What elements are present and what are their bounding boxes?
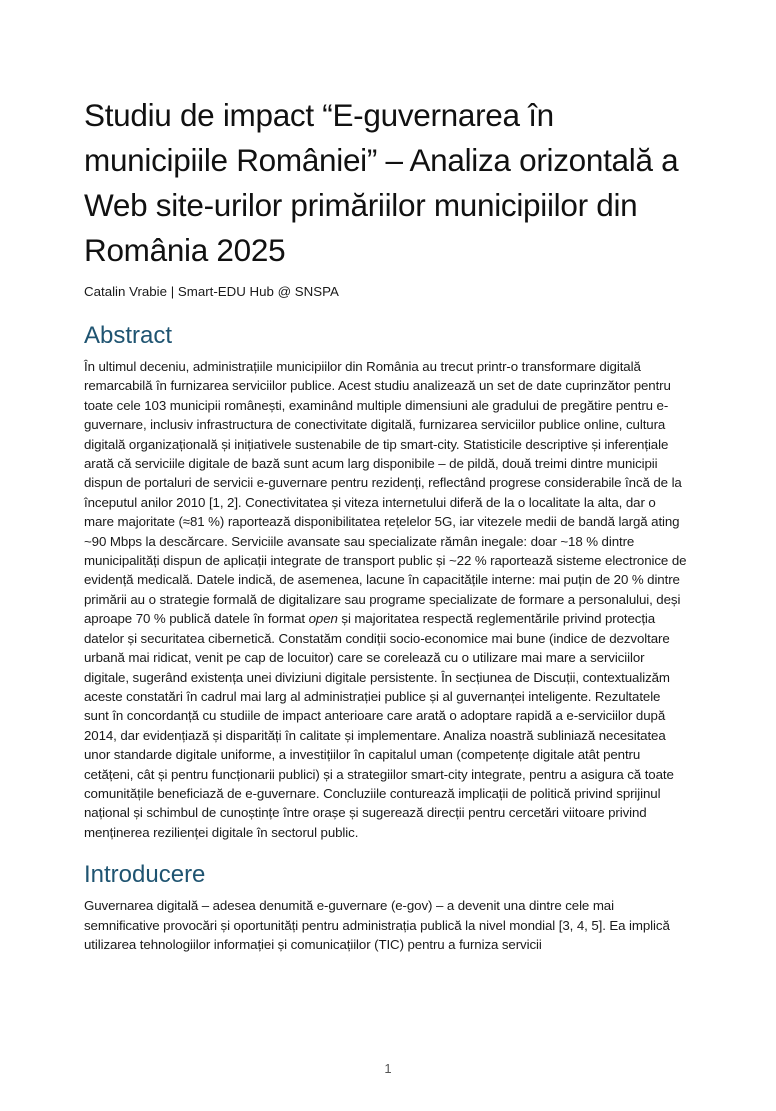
abstract-italic-word: open (308, 611, 338, 627)
document-page (84, 93, 688, 954)
introduction-heading: Introducere (84, 861, 206, 889)
abstract-text-part-1: În ultimul deceniu, administrațiile municipiilor din România au trecut printr-o transformare digitală remarcabilă în furnizarea serviciilor publice. Acest studiu analizează un set de date cuprinzător pentru toate cele 103 municipii românești, examinând multiple dimensiuni ale gradului de pregătire pentru e-guvernare, inclusiv infrastructura de conectivitate digitală, furnizarea serviciilor publice online, cultura digitală organizațională și inițiativele sustenabile de tip smart-city. Statisticile descriptive și inferențiale arată că serviciile digitale de bază sunt acum larg disponibile – de pildă, două treimi dintre municipii dispun de portaluri de servicii e-guvernare pentru rezidenți, reflectând progrese considerabile încă de la începutul anilor 2010 [1, 2]. Conectivitatea și viteza internetului diferă de la o localitate la alta, dar o mare majoritate (≈81 %) raportează disponibilitatea rețelelor 5G, iar vitezele medii de bandă largă ating ~90 Mbps la descărcare. Serviciile avansate sau specializate rămân inegale: doar ~18 % dintre municipalități dispun de aplicații integrate de transport public și ~22 % raportează sisteme electronice de evidență medicală. Datele indică, de asemenea, lacune în capacitățile interne: mai puțin de 20 % dintre primării au o strategie formală de digitalizare sau programe specializate de formare a personalului, deși aproape 70 % publică datele în format (84, 359, 687, 627)
page-title: Studiu de impact “E-guvernarea în municipiile României” – Analiza orizontală a Web site-urilor primăriilor municipiilor din România 2025 (84, 97, 679, 268)
introduction-paragraph: Guvernarea digitală – adesea denumită e-guvernare (e-gov) – a devenit una dintre cele mai semnificative provocări și oportunități pentru administrația publică la nivel mondial [3, 4, 5]. Ea implică utilizarea tehnologiilor informației și comunicațiilor (TIC) pentru a furniza servicii (84, 898, 670, 952)
author-line: Catalin Vrabie | Smart-EDU Hub @ SNSPA (84, 284, 339, 299)
abstract-text-part-2: și majoritatea respectă reglementările privind protecția datelor și securitatea cibernetică. Constatăm condiții socio-economice mai bune (indice de dezvoltare urbană mai ridicat, venit pe cap de locuitor) care se corelează cu o utilizare mai mare a serviciilor digitale, sugerând existența unei diviziuni digitale persistente. În secțiunea de Discuții, contextualizăm aceste constatări în cadrul mai larg al administrației publice și al guvernanței inteligente. Rezultatele sunt în concordanță cu studiile de impact anterioare care arată o adoptare rapidă a e-serviciilor după 2014, dar evidențiază și disparități în calitate și implementare. Analiza noastră subliniază necesitatea unor standarde digitale uniforme, a investițiilor în capitalul uman (competențe digitale atât pentru cetățeni, cât și pentru funcționarii publici) și a strategiilor smart-city integrate, pentru a asigura că toate comunitățile beneficiază de e-guvernare. Concluziile conturează implicații de politică privind sprijinul național și schimbul de cunoștințe între orașe și sugerează direcții pentru cercetări viitoare privind menținerea rezilienței digitale în sectorul public. (84, 611, 674, 840)
page-number: 1 (384, 1061, 392, 1076)
abstract-heading: Abstract (84, 322, 173, 349)
abstract-paragraph (84, 357, 688, 842)
